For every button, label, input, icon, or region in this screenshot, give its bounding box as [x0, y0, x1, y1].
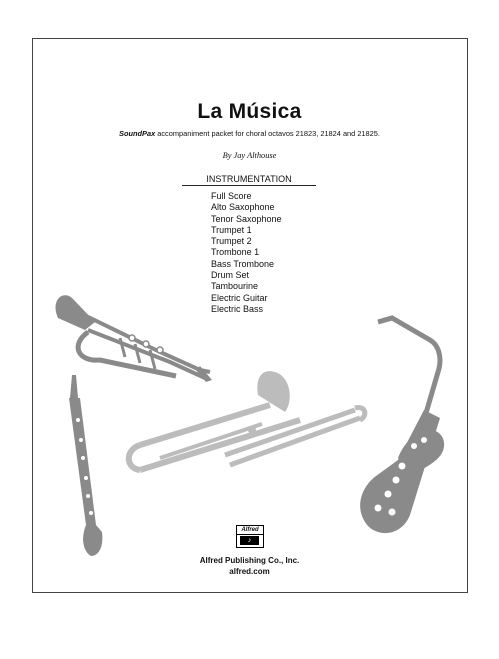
instrument-item: Alto Saxophone — [211, 202, 275, 213]
logo-wordmark: Alfred — [237, 526, 263, 535]
instrument-item: Trombone 1 — [211, 247, 260, 258]
subtitle-brand: SoundPax — [119, 129, 156, 138]
publisher-logo — [236, 525, 264, 548]
instrument-item: Electric Guitar — [211, 292, 268, 303]
instrument-item: Bass Trombone — [211, 258, 275, 269]
instrument-item: Tenor Saxophone — [211, 213, 282, 224]
instrument-item: Trumpet 2 — [211, 236, 252, 247]
saxophone-illustration — [360, 318, 444, 533]
page-title: La Música — [197, 100, 302, 123]
instrument-item: Electric Bass — [211, 303, 264, 314]
music-note-icon: ♪ — [240, 536, 259, 545]
publisher-website: alfred.com — [229, 567, 270, 576]
trumpet-illustration — [56, 295, 212, 382]
author: By Jay Althouse — [222, 151, 277, 160]
instrument-item: Trumpet 1 — [211, 224, 252, 235]
publisher-name: Alfred Publishing Co., Inc. — [199, 556, 300, 565]
instrument-item: Tambourine — [211, 281, 259, 292]
instrument-item: Full Score — [211, 191, 252, 201]
subtitle-text: accompaniment packet for choral octavos 21823, 21824 and 21825. — [155, 129, 380, 138]
instrument-item: Drum Set — [211, 270, 250, 281]
clarinet-illustration — [69, 375, 102, 556]
instrumentation-heading: INSTRUMENTATION — [206, 174, 292, 184]
trombone-illustration — [129, 371, 365, 470]
